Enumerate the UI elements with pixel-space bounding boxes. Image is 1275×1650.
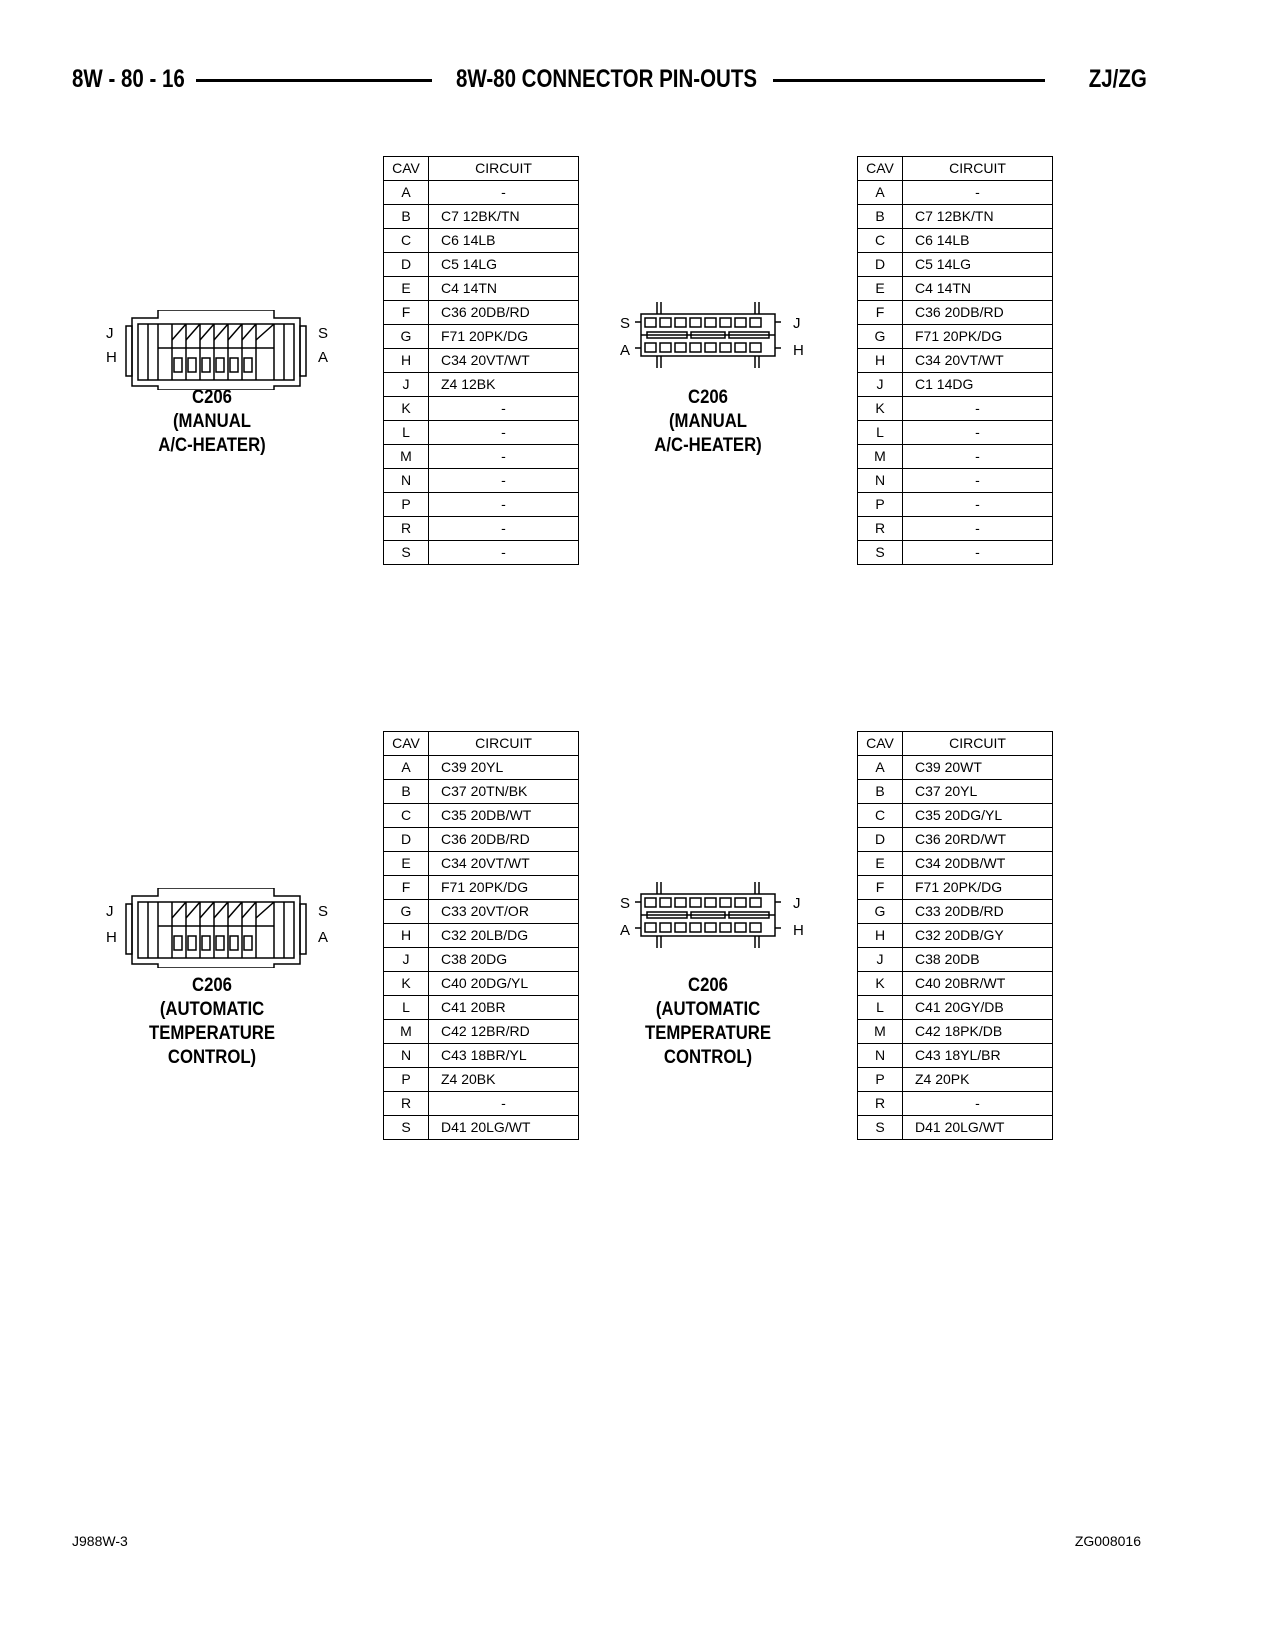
circuit-cell: C7 12BK/TN <box>429 205 579 229</box>
connector-description-line: A/C-HEATER) <box>158 435 266 456</box>
circuit-cell: D41 20LG/WT <box>903 1116 1053 1140</box>
circuit-cell: C38 20DG <box>429 948 579 972</box>
table-row <box>858 517 1053 541</box>
table-row <box>384 972 579 996</box>
cavity-cell: L <box>384 421 429 445</box>
circuit-cell: - <box>903 469 1053 493</box>
pinout-table-manual-male <box>857 156 1053 565</box>
pinout-table-manual-female <box>383 156 579 565</box>
table-row <box>858 181 1053 205</box>
circuit-cell: C41 20BR <box>429 996 579 1020</box>
connector-description-line: (AUTOMATIC <box>655 999 761 1020</box>
table-row <box>858 301 1053 325</box>
circuit-cell: C39 20YL <box>429 756 579 780</box>
cavity-cell: F <box>384 301 429 325</box>
circuit-cell: F71 20PK/DG <box>429 325 579 349</box>
table-row <box>858 876 1053 900</box>
pin-label-bottom-left: H <box>106 349 117 366</box>
circuit-cell: C36 20DB/RD <box>429 828 579 852</box>
cavity-cell: A <box>384 181 429 205</box>
circuit-cell: C33 20VT/OR <box>429 900 579 924</box>
cavity-cell: G <box>858 900 903 924</box>
circuit-cell: - <box>429 517 579 541</box>
circuit-cell: C36 20RD/WT <box>903 828 1053 852</box>
circuit-cell: C4 14TN <box>903 277 1053 301</box>
circuit-cell: C32 20LB/DG <box>429 924 579 948</box>
circuit-cell: - <box>429 493 579 517</box>
circuit-cell: Z4 20PK <box>903 1068 1053 1092</box>
circuit-cell: C40 20DG/YL <box>429 972 579 996</box>
table-row <box>858 421 1053 445</box>
table-row <box>858 469 1053 493</box>
table-row <box>384 1116 579 1140</box>
table-row <box>858 541 1053 565</box>
cavity-cell: N <box>384 1044 429 1068</box>
table-row <box>858 780 1053 804</box>
cavity-cell: C <box>384 229 429 253</box>
cavity-cell: B <box>858 780 903 804</box>
table-row <box>858 205 1053 229</box>
cavity-cell: M <box>858 1020 903 1044</box>
cavity-cell: B <box>858 205 903 229</box>
table-row <box>384 756 579 780</box>
circuit-cell: C34 20DB/WT <box>903 852 1053 876</box>
cavity-cell: C <box>384 804 429 828</box>
cavity-cell: L <box>384 996 429 1020</box>
circuit-cell: - <box>429 469 579 493</box>
cavity-cell: R <box>858 1092 903 1116</box>
table-header-row <box>858 732 1053 756</box>
table-row <box>384 852 579 876</box>
circuit-cell: C35 20DG/YL <box>903 804 1053 828</box>
cavity-cell: D <box>384 253 429 277</box>
pinout-table-auto-female <box>383 731 579 1140</box>
cavity-cell: J <box>858 948 903 972</box>
table-row <box>858 996 1053 1020</box>
circuit-cell: - <box>903 493 1053 517</box>
cavity-cell: D <box>384 828 429 852</box>
connector-name: C206 <box>192 387 232 408</box>
table-row <box>858 373 1053 397</box>
table-row <box>384 229 579 253</box>
cavity-cell: R <box>384 1092 429 1116</box>
circuit-cell: C5 14LG <box>903 253 1053 277</box>
table-row <box>384 325 579 349</box>
pin-label-bottom-right: A <box>318 929 329 946</box>
circuit-cell: - <box>903 517 1053 541</box>
table-row <box>384 1092 579 1116</box>
table-row <box>384 373 579 397</box>
pinout-table-auto-male <box>857 731 1053 1140</box>
connector-name: C206 <box>688 975 728 996</box>
cavity-cell: K <box>384 397 429 421</box>
circuit-cell: C6 14LB <box>429 229 579 253</box>
circuit-cell: C6 14LB <box>903 229 1053 253</box>
connector-description-line: (AUTOMATIC <box>159 999 265 1020</box>
circuit-cell: - <box>903 181 1053 205</box>
cavity-cell: F <box>858 301 903 325</box>
table-row <box>384 445 579 469</box>
circuit-cell: C37 20YL <box>903 780 1053 804</box>
table-row <box>384 900 579 924</box>
circuit-cell: Z4 20BK <box>429 1068 579 1092</box>
pin-label-top-right: S <box>318 903 329 920</box>
table-row <box>384 1020 579 1044</box>
cavity-cell: A <box>858 756 903 780</box>
cavity-cell: J <box>858 373 903 397</box>
table-row <box>384 181 579 205</box>
cavity-cell: H <box>384 924 429 948</box>
cavity-cell: L <box>858 421 903 445</box>
connector-description-line: CONTROL) <box>663 1047 753 1068</box>
cavity-cell: L <box>858 996 903 1020</box>
circuit-cell: - <box>903 397 1053 421</box>
cavity-cell: H <box>858 349 903 373</box>
table-row <box>384 205 579 229</box>
table-row <box>384 828 579 852</box>
cavity-cell: J <box>384 948 429 972</box>
table-row <box>858 277 1053 301</box>
cavity-cell: D <box>858 828 903 852</box>
pin-label-top-left: J <box>106 325 114 342</box>
circuit-cell: - <box>429 181 579 205</box>
table-row <box>858 828 1053 852</box>
table-row <box>858 445 1053 469</box>
cavity-cell: S <box>858 541 903 565</box>
cavity-cell: K <box>858 972 903 996</box>
circuit-cell: - <box>903 1092 1053 1116</box>
table-row <box>858 349 1053 373</box>
connector-description-line: TEMPERATURE <box>148 1023 276 1044</box>
table-row <box>858 229 1053 253</box>
pin-label-bottom-right: H <box>793 922 804 939</box>
connector-name: C206 <box>192 975 232 996</box>
table-row <box>384 1044 579 1068</box>
connector-description-line: TEMPERATURE <box>644 1023 772 1044</box>
circuit-cell: C39 20WT <box>903 756 1053 780</box>
circuit-cell: C1 14DG <box>903 373 1053 397</box>
circuit-cell: - <box>429 541 579 565</box>
cavity-cell: E <box>858 852 903 876</box>
header-circuit: CIRCUIT <box>429 732 579 756</box>
table-header-row <box>858 157 1053 181</box>
table-row <box>858 948 1053 972</box>
cavity-cell: N <box>858 1044 903 1068</box>
cavity-cell: B <box>384 780 429 804</box>
circuit-cell: C4 14TN <box>429 277 579 301</box>
circuit-cell: - <box>903 541 1053 565</box>
circuit-cell: C5 14LG <box>429 253 579 277</box>
table-row <box>384 804 579 828</box>
circuit-cell: C32 20DB/GY <box>903 924 1053 948</box>
cavity-cell: R <box>384 517 429 541</box>
table-row <box>858 1020 1053 1044</box>
cavity-cell: H <box>384 349 429 373</box>
table-row <box>384 421 579 445</box>
table-row <box>858 1116 1053 1140</box>
cavity-cell: M <box>384 1020 429 1044</box>
circuit-cell: C42 12BR/RD <box>429 1020 579 1044</box>
header-circuit: CIRCUIT <box>429 157 579 181</box>
cavity-cell: K <box>858 397 903 421</box>
model-code: ZJ/ZG <box>1088 65 1147 93</box>
connector-description-line: A/C-HEATER) <box>654 435 762 456</box>
circuit-cell: C34 20VT/WT <box>903 349 1053 373</box>
circuit-cell: D41 20LG/WT <box>429 1116 579 1140</box>
cavity-cell: S <box>384 541 429 565</box>
table-row <box>384 397 579 421</box>
table-row <box>858 924 1053 948</box>
circuit-cell: C36 20DB/RD <box>903 301 1053 325</box>
connector-female-diagram <box>124 888 308 968</box>
connector-label <box>124 974 300 1070</box>
header-cav: CAV <box>858 157 903 181</box>
connector-description-line: (MANUAL <box>172 411 252 432</box>
table-row <box>384 1068 579 1092</box>
table-row <box>384 301 579 325</box>
pin-label-top-left: S <box>620 895 631 912</box>
table-row <box>858 852 1053 876</box>
cavity-cell: P <box>858 493 903 517</box>
cavity-cell: B <box>384 205 429 229</box>
circuit-cell: C34 20VT/WT <box>429 349 579 373</box>
circuit-cell: C7 12BK/TN <box>903 205 1053 229</box>
table-row <box>858 493 1053 517</box>
connector-description-line: (MANUAL <box>668 411 748 432</box>
table-row <box>384 517 579 541</box>
circuit-cell: - <box>903 421 1053 445</box>
table-row <box>858 1068 1053 1092</box>
connector-female-diagram <box>124 310 308 390</box>
cavity-cell: A <box>384 756 429 780</box>
connector-label <box>620 386 796 458</box>
cavity-cell: M <box>384 445 429 469</box>
circuit-cell: - <box>429 421 579 445</box>
circuit-cell: - <box>429 397 579 421</box>
pin-label-bottom-left: A <box>620 342 631 359</box>
table-header-row <box>384 732 579 756</box>
table-row <box>858 1044 1053 1068</box>
pin-label-top-right: S <box>318 325 329 342</box>
connector-description-line: CONTROL) <box>167 1047 257 1068</box>
cavity-cell: N <box>858 469 903 493</box>
circuit-cell: C40 20BR/WT <box>903 972 1053 996</box>
cavity-cell: F <box>384 876 429 900</box>
connector-name: C206 <box>688 387 728 408</box>
circuit-cell: C33 20DB/RD <box>903 900 1053 924</box>
table-row <box>858 325 1053 349</box>
table-row <box>384 541 579 565</box>
cavity-cell: K <box>384 972 429 996</box>
table-row <box>384 996 579 1020</box>
circuit-cell: C43 18YL/BR <box>903 1044 1053 1068</box>
circuit-cell: C37 20TN/BK <box>429 780 579 804</box>
pin-label-bottom-right: A <box>318 349 329 366</box>
pin-label-top-right: J <box>793 895 801 912</box>
circuit-cell: - <box>429 445 579 469</box>
cavity-cell: F <box>858 876 903 900</box>
table-row <box>858 804 1053 828</box>
table-row <box>858 972 1053 996</box>
table-row <box>858 397 1053 421</box>
cavity-cell: G <box>858 325 903 349</box>
page-number: 8W - 80 - 16 <box>72 65 185 93</box>
table-row <box>384 876 579 900</box>
table-row <box>384 349 579 373</box>
table-row <box>384 493 579 517</box>
cavity-cell: G <box>384 900 429 924</box>
page-title: 8W-80 CONNECTOR PIN-OUTS <box>456 65 758 93</box>
table-header-row <box>384 157 579 181</box>
circuit-cell: C43 18BR/YL <box>429 1044 579 1068</box>
table-row <box>384 253 579 277</box>
header-circuit: CIRCUIT <box>903 157 1053 181</box>
circuit-cell: - <box>903 445 1053 469</box>
cavity-cell: E <box>858 277 903 301</box>
connector-male-diagram <box>633 880 783 950</box>
circuit-cell: C34 20VT/WT <box>429 852 579 876</box>
cavity-cell: E <box>384 852 429 876</box>
circuit-cell: C38 20DB <box>903 948 1053 972</box>
header-cav: CAV <box>858 732 903 756</box>
cavity-cell: M <box>858 445 903 469</box>
header-cav: CAV <box>384 157 429 181</box>
table-row <box>858 900 1053 924</box>
table-row <box>858 1092 1053 1116</box>
cavity-cell: J <box>384 373 429 397</box>
footer-left-code: J988W-3 <box>72 1533 128 1549</box>
footer-right-code: ZG008016 <box>1074 1533 1141 1549</box>
circuit-cell: F71 20PK/DG <box>903 325 1053 349</box>
connector-label <box>620 974 796 1070</box>
cavity-cell: E <box>384 277 429 301</box>
table-row <box>384 924 579 948</box>
circuit-cell: C35 20DB/WT <box>429 804 579 828</box>
cavity-cell: A <box>858 181 903 205</box>
cavity-cell: S <box>384 1116 429 1140</box>
table-row <box>384 948 579 972</box>
header-rule-right <box>773 79 1045 82</box>
cavity-cell: D <box>858 253 903 277</box>
cavity-cell: C <box>858 804 903 828</box>
table-row <box>384 780 579 804</box>
pin-label-top-left: S <box>620 315 631 332</box>
circuit-cell: Z4 12BK <box>429 373 579 397</box>
cavity-cell: P <box>858 1068 903 1092</box>
circuit-cell: F71 20PK/DG <box>429 876 579 900</box>
connector-male-diagram <box>633 300 783 370</box>
cavity-cell: C <box>858 229 903 253</box>
pin-label-bottom-left: A <box>620 922 631 939</box>
cavity-cell: N <box>384 469 429 493</box>
circuit-cell: - <box>429 1092 579 1116</box>
cavity-cell: S <box>858 1116 903 1140</box>
table-row <box>858 756 1053 780</box>
cavity-cell: G <box>384 325 429 349</box>
pin-label-top-right: J <box>793 315 801 332</box>
header-rule-left <box>196 79 432 82</box>
cavity-cell: R <box>858 517 903 541</box>
circuit-cell: F71 20PK/DG <box>903 876 1053 900</box>
circuit-cell: C41 20GY/DB <box>903 996 1053 1020</box>
circuit-cell: C42 18PK/DB <box>903 1020 1053 1044</box>
pin-label-bottom-right: H <box>793 342 804 359</box>
cavity-cell: H <box>858 924 903 948</box>
table-row <box>858 253 1053 277</box>
cavity-cell: P <box>384 1068 429 1092</box>
table-row <box>384 469 579 493</box>
circuit-cell: C36 20DB/RD <box>429 301 579 325</box>
header-cav: CAV <box>384 732 429 756</box>
pin-label-top-left: J <box>106 903 114 920</box>
cavity-cell: P <box>384 493 429 517</box>
header-circuit: CIRCUIT <box>903 732 1053 756</box>
table-row <box>384 277 579 301</box>
pin-label-bottom-left: H <box>106 929 117 946</box>
connector-label <box>124 386 300 458</box>
